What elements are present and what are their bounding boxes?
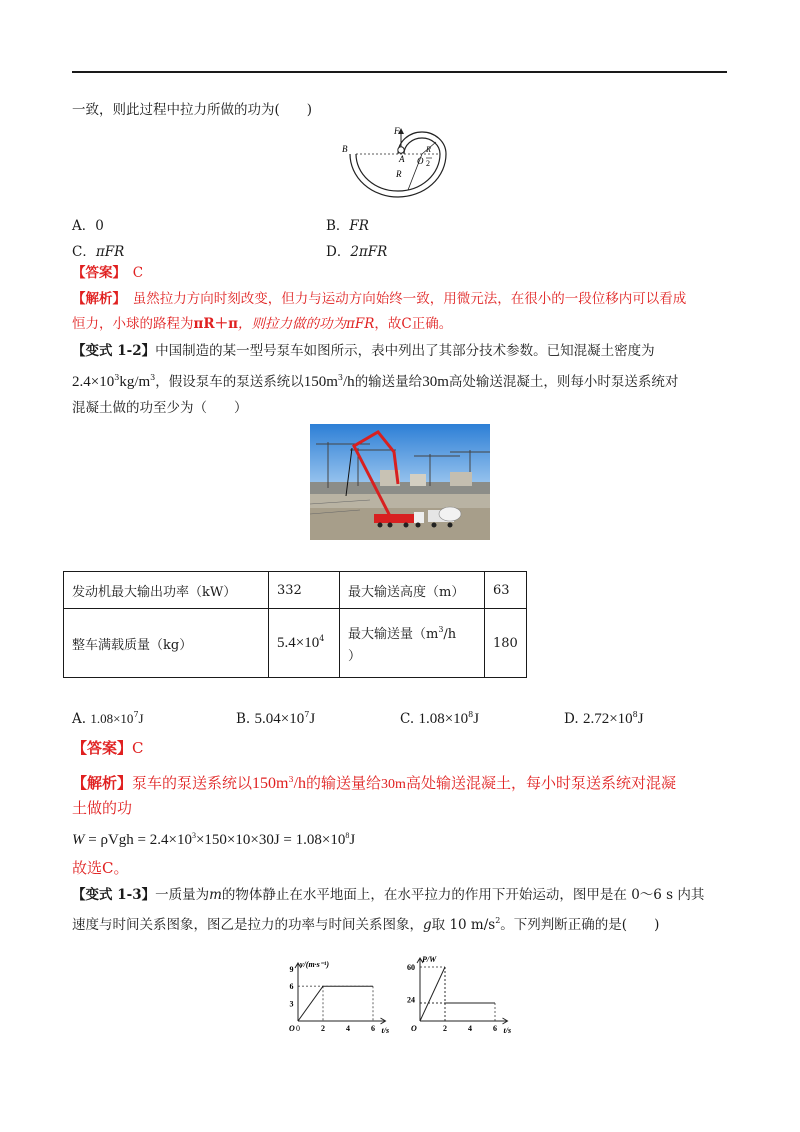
- q3-stem-line1: 【变式 1-3】一质量为m的物体静止在水平地面上，在水平拉力的作用下开始运动，图甲是在 0～6 s 内其: [72, 887, 705, 903]
- label-R2-den: 2: [426, 159, 430, 168]
- q2-option-d: D. $2.72\times 10^8J$: [564, 710, 644, 727]
- q2-option-b: B. $5.04\times 10^7J$: [236, 710, 316, 727]
- series-segment: [420, 967, 445, 1021]
- table-cell: 332: [269, 572, 340, 609]
- table-cell: 整车满载质量（kg）: [64, 609, 269, 678]
- q2-stem-line1: 【变式 1-2】中国制造的某一型号泵车如图所示，表中列出了其部分技术参数。已知混凝土密度为: [72, 343, 655, 359]
- q2-stem-line3: 混凝土做的功至少为（ ）: [72, 400, 248, 416]
- series-segment: [298, 986, 323, 1021]
- y-tick-label: 60: [407, 963, 415, 972]
- table-cell: 发动机最大输出功率（kW）: [64, 572, 269, 609]
- q3-stem-line2: 速度与时间关系图象，图乙是拉力的功率与时间关系图象，g取 10 $m/s^2$。下列判断正确的是( ): [72, 916, 660, 933]
- table-cell: 180: [485, 609, 527, 678]
- q2-option-c: C. $1.08\times 10^8J$: [400, 710, 480, 727]
- origin-label: O: [411, 1024, 417, 1033]
- y-axis-label: v/(m·s⁻¹): [300, 960, 330, 969]
- y-tick-label: 9: [289, 964, 294, 974]
- q1-answer: 【答案】 C: [72, 265, 144, 281]
- x-tick-label: 2: [443, 1024, 447, 1033]
- y-tick-label: 6: [289, 982, 294, 992]
- q1-option-c: C．πFR: [72, 244, 125, 260]
- table-cell: 最大输送高度（m）: [340, 572, 485, 609]
- x-axis-label: t/s: [381, 1026, 390, 1035]
- label-R: R: [396, 169, 402, 179]
- pump-truck-params-table: [63, 571, 527, 678]
- q1-analysis-line2: 恒力，小球的路程为πR＋π，则拉力做的功为πFR，故C正确。: [72, 316, 453, 332]
- q2-analysis-line2: 土做的功: [72, 799, 133, 817]
- table-cell: $5.4\times 10^4$: [269, 609, 340, 678]
- x-tick-label: 6: [371, 1024, 375, 1033]
- label-A: A: [399, 154, 405, 164]
- q1-option-d: D．2πFR: [326, 244, 388, 260]
- q2-stem-line2: $2.4\times 10^3kg/m^3$，假设泵车的泵送系统以$150m^3/h$的输送量给30m高处输送混凝土，则每小时泵送系统对: [72, 373, 679, 390]
- label-F: F: [394, 126, 400, 136]
- q2-formula: $W = \rho Vgh = 2.4\times 10^3\times 150\times 10\times 30J = 1.08\times 10^8J$: [72, 831, 356, 848]
- y-tick-label: 3: [289, 999, 294, 1009]
- q2-conclusion: 故选C。: [72, 859, 129, 877]
- q1-stem: 一致，则此过程中拉力所做的功为( ): [72, 102, 313, 118]
- pump-truck-photo: [310, 424, 490, 540]
- y-tick-label: 24: [407, 995, 415, 1005]
- label-R2-num: R: [426, 145, 431, 154]
- label-B: B: [342, 144, 348, 154]
- table-cell: 最大输送量（$m^3/h$ ）: [340, 609, 485, 678]
- label-O: O: [417, 156, 424, 166]
- x-tick-label: 2: [321, 1024, 325, 1033]
- x-tick-label: 0: [296, 1024, 300, 1033]
- x-tick-label: 4: [346, 1024, 350, 1033]
- semicircle-path-figure: [340, 120, 460, 202]
- header-rule: [72, 71, 727, 73]
- table-cell: 63: [485, 572, 527, 609]
- y-axis-label: P/W: [422, 955, 437, 964]
- power-time-chart: [398, 945, 518, 1035]
- q1-option-a: A．0: [72, 218, 104, 234]
- q1-option-b: B．FR: [326, 218, 369, 234]
- q2-analysis-line1: 【解析】泵车的泵送系统以$150m^3/h$的输送量给30m高处输送混凝土，每小时泵送系统对混凝: [72, 774, 676, 792]
- x-axis-label: t/s: [503, 1026, 512, 1035]
- x-tick-label: 4: [468, 1024, 472, 1033]
- x-tick-label: 6: [493, 1024, 497, 1033]
- velocity-time-chart: [280, 945, 400, 1035]
- origin-label: O: [289, 1024, 295, 1033]
- q1-analysis-line1: 【解析】 虽然拉力方向时刻改变，但力与运动方向始终一致，用微元法，在很小的一段位移内可以看成: [72, 291, 687, 307]
- q2-answer: 【答案】C: [72, 739, 144, 757]
- q2-option-a: A. $1.08\times 10^7J$: [72, 710, 144, 727]
